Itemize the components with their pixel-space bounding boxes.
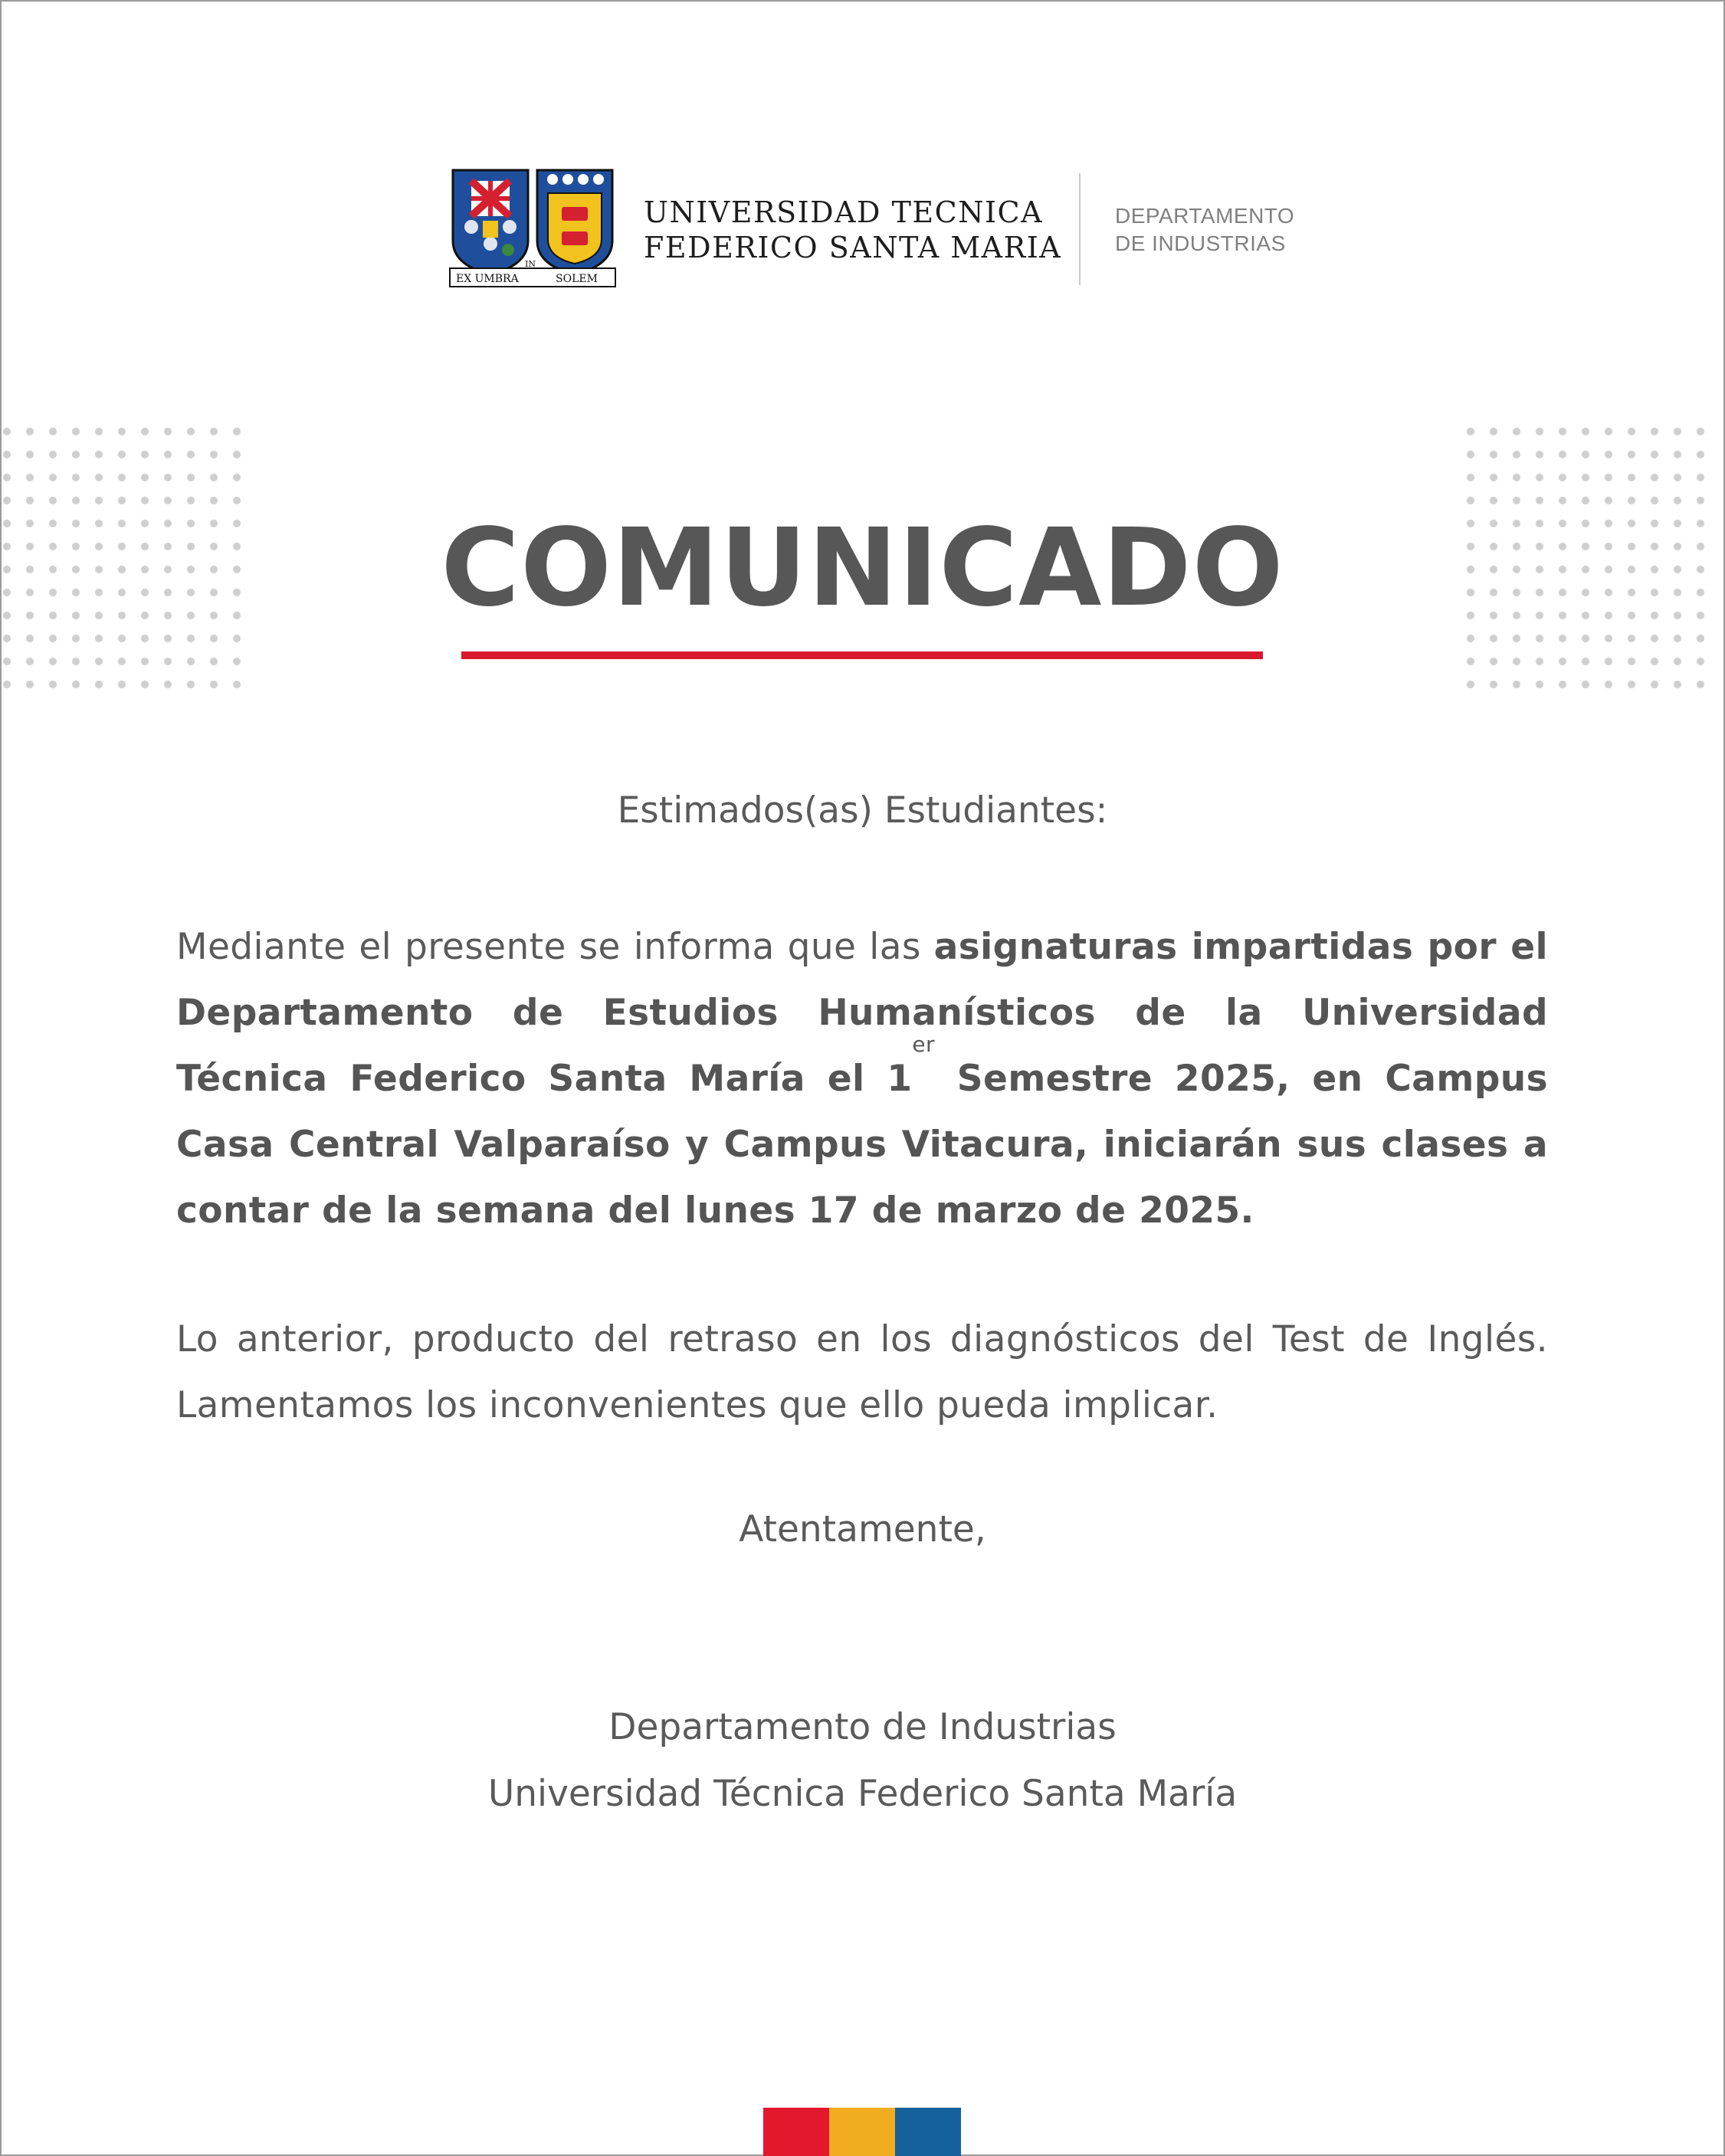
signature-university: Universidad Técnica Federico Santa María: [487, 1773, 1238, 1815]
department-name: [1115, 202, 1294, 258]
department-name-line2: DE INDUSTRIAS: [1115, 231, 1286, 255]
crest-motto-right: SOLEM: [556, 273, 598, 285]
brand-color-bar: [763, 2108, 961, 2156]
apology-paragraph: Lo anterior, producto del retraso en los diagnósticos del Test de Inglés. Lamentamos los inconvenientes que ello pueda implicar.: [176, 1318, 1548, 1426]
university-name-line1: UNIVERSIDAD TECNICA: [644, 195, 1044, 229]
title-underline: [461, 651, 1263, 659]
signature-department: Departamento de Industrias: [608, 1706, 1117, 1748]
ordinal-superscript: er: [912, 1032, 935, 1057]
paragraph-bold-b: Semestre 2025, en Campus Casa Central Valparaíso y Campus Vitacura, iniciarán sus clases a contar de la semana del lunes 17 de marzo de 2025.: [176, 1058, 1548, 1232]
crest-motto-left: EX UMBRA: [456, 273, 519, 285]
paragraph-bold-a: asignaturas impartidas por el Departamento de Estudios Humanísticos de la Universidad Técnica Federico Santa María el 1: [176, 926, 1548, 1100]
crest-motto-mid: IN: [525, 259, 536, 269]
department-name-line1: DEPARTAMENTO: [1115, 204, 1295, 228]
color-block-blue: [895, 2108, 961, 2156]
university-crest-logo: [448, 167, 617, 290]
paragraph-lead: Mediante el presente se informa que las: [176, 926, 934, 968]
color-block-yellow: [829, 2108, 895, 2156]
color-block-red: [763, 2108, 829, 2156]
greeting: Estimados(as) Estudiantes:: [617, 789, 1108, 832]
header-divider: [1079, 173, 1081, 285]
page-title: COMUNICADO: [441, 506, 1284, 631]
university-name: [644, 195, 1061, 265]
university-name-line2: FEDERICO SANTA MARIA: [644, 231, 1062, 264]
closing: Atentamente,: [739, 1508, 986, 1551]
announcement-paragraph: [176, 914, 1548, 1244]
